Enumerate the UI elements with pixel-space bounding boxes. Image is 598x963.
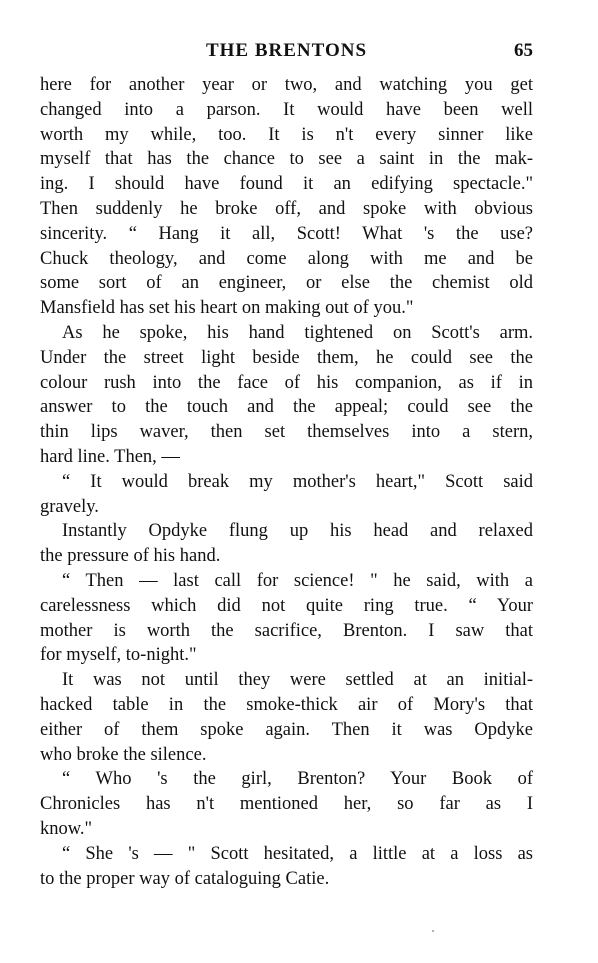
text-line: “ Then — last call for science! " he said, with a [62,570,533,591]
body-text [40,73,533,891]
text-line: who broke the silence. [40,744,207,765]
text-line: mother is worth the sacrifice, Brenton. I saw that [40,620,533,641]
text-line: either of them spoke again. Then it was Opdyke [40,719,533,740]
text-line: “ She 's — " Scott hesitated, a little at a loss as [62,843,533,864]
print-speck [432,930,434,932]
text-line: changed into a parson. It would have been well [40,99,533,120]
text-line: myself that has the chance to see a saint in the mak- [40,149,533,170]
text-line: the pressure of his hand. [40,546,221,567]
text-line: Chronicles has n't mentioned her, so far as I [40,794,533,815]
text-line: It was not until they were settled at an initial- [62,670,533,691]
running-head [40,38,533,64]
text-line: Chuck theology, and come along with me and be [40,248,533,269]
page-number: 65 [514,40,533,61]
text-line: colour rush into the face of his companion, as if in [40,372,533,393]
text-line: some sort of an engineer, or else the chemist old [40,273,533,294]
text-line: As he spoke, his hand tightened on Scott's arm. [62,322,533,343]
text-line: Instantly Opdyke flung up his head and relaxed [62,521,533,542]
text-line: here for another year or two, and watching you get [40,75,533,95]
text-line: for myself, to-night." [40,645,197,666]
text-line: “ It would break my mother's heart," Scott said [62,471,533,492]
text-line: Mansfield has set his heart on making out of you." [40,298,414,319]
text-line: gravely. [40,496,99,517]
text-line: worth my while, too. It is n't every sinner like [40,124,533,145]
text-line: hacked table in the smoke-thick air of Mory's that [40,694,533,715]
text-line: ing. I should have found it an edifying spectacle." [40,174,533,195]
text-line: know." [40,818,93,839]
running-title: THE BRENTONS [205,40,368,61]
text-line: sincerity. “ Hang it all, Scott! What 's the use? [40,223,533,244]
text-line: hard line. Then, — [40,446,180,467]
text-line: “ Who 's the girl, Brenton? Your Book of [62,769,533,790]
text-line: answer to the touch and the appeal; could see the [40,397,533,418]
text-line: Then suddenly he broke off, and spoke with obvious [40,198,533,219]
text-line: thin lips waver, then set themselves into a stern, [40,422,533,443]
text-line: to the proper way of cataloguing Catie. [40,868,330,889]
text-line: carelessness which did not quite ring true. “ Your [40,595,533,616]
text-line: Under the street light beside them, he could see the [40,347,533,368]
